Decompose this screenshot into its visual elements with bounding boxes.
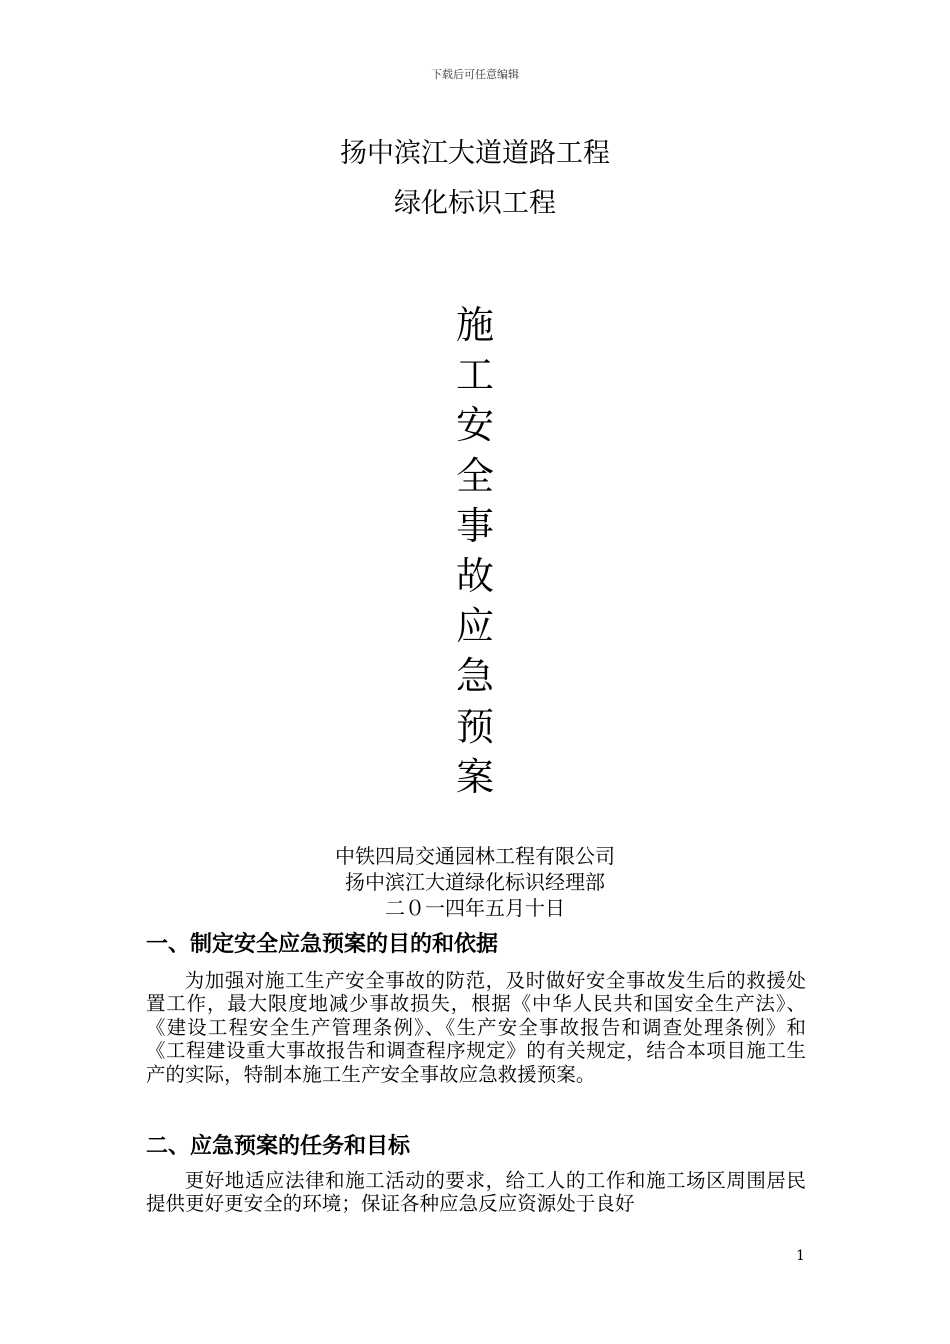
project-title-line1: 扬中滨江大道道路工程 (340, 138, 610, 169)
document-title-char: 急 (455, 654, 494, 699)
document-title-char: 预 (455, 704, 494, 749)
document-title-char: 案 (455, 754, 494, 799)
document-title (0, 300, 950, 802)
document-title-char: 事 (455, 503, 494, 548)
organization-block (0, 843, 950, 921)
document-title-char: 安 (455, 403, 494, 448)
header-note: 下载后可任意编辑 (431, 68, 519, 81)
page-number: 1 (796, 1248, 805, 1264)
document-title-char: 全 (455, 453, 494, 498)
document-title-char: 应 (455, 604, 494, 649)
document-title-char: 施 (455, 303, 494, 347)
department-name: 扬中滨江大道绿化标识经理部 (345, 870, 605, 894)
document-date: 二０一四年五月十日 (385, 896, 565, 920)
company-name: 中铁四局交通园林工程有限公司 (335, 844, 615, 868)
section-body: 更好地适应法律和施工活动的要求，给工人的工作和施工场区周围居民提供更好更安全的环境；保证各种应急反应资源处于良好 (146, 1169, 806, 1216)
document-title-char: 故 (455, 553, 494, 598)
project-title-line2: 绿化标识工程 (394, 188, 556, 219)
section-heading: 一、制定安全应急预案的目的和依据 (146, 932, 499, 957)
section-heading: 二、应急预案的任务和目标 (146, 1134, 411, 1159)
section-body: 为加强对施工生产安全事故的防范，及时做好安全事故发生后的救援处置工作，最大限度地减少事故损失，根据《中华人民共和国安全生产法》、《建设工程安全生产管理条例》、《生产安全事故报告和调查处理条例》和《工程建设重大事故报告和调查程序规定》的有关规定，结合本项目施工生产的实际，特制本施工生产安全事故应急救援预案。 (146, 969, 806, 1086)
document-title-char: 工 (455, 353, 494, 398)
